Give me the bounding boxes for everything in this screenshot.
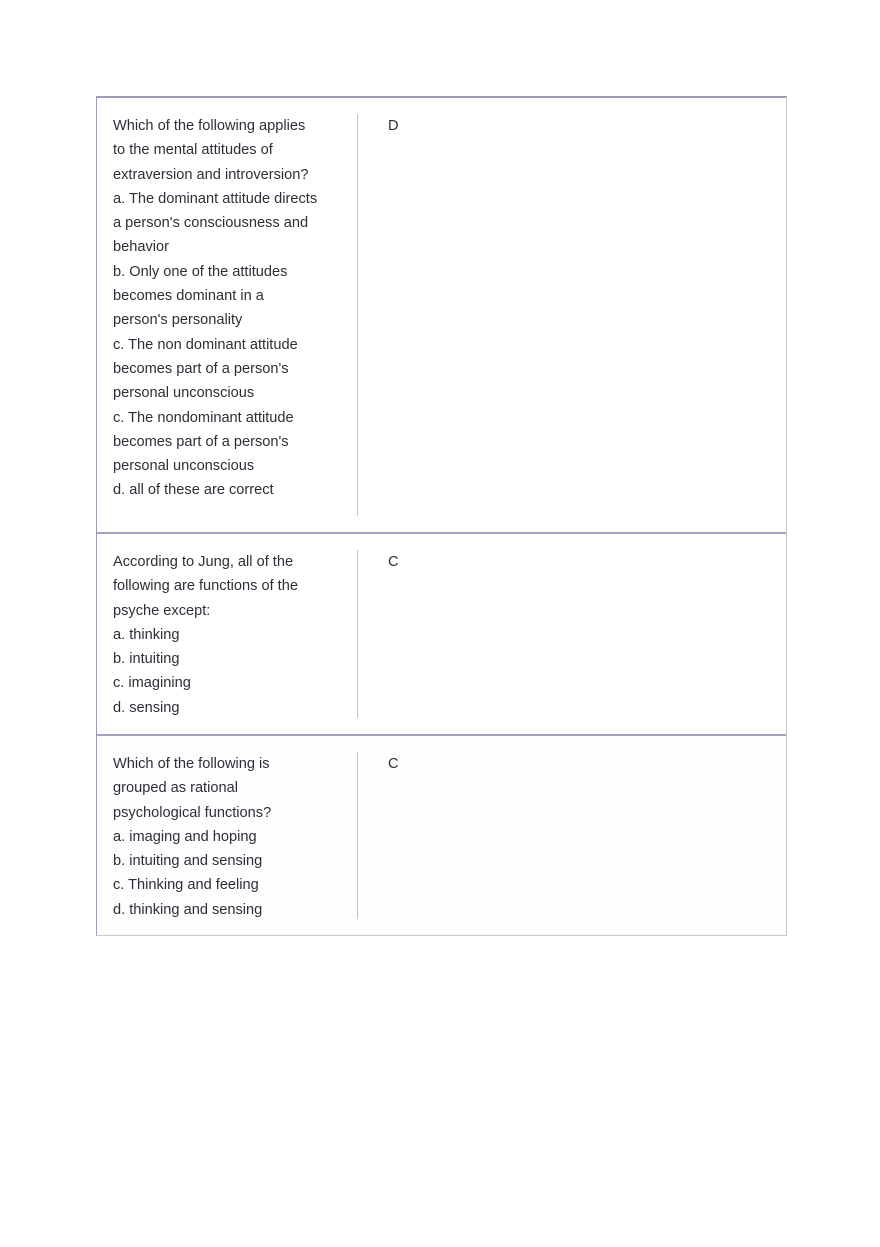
question-line: d. sensing bbox=[113, 699, 180, 716]
question-line: becomes part of a person's bbox=[113, 433, 289, 450]
card-question bbox=[113, 550, 358, 718]
question-line: person's personality bbox=[113, 312, 243, 329]
flashcard bbox=[97, 734, 786, 935]
card-answer: D bbox=[388, 118, 399, 134]
question-line: Which of the following applies bbox=[113, 118, 306, 134]
question-line: psyche except: bbox=[113, 602, 211, 619]
question-line: c. imagining bbox=[113, 675, 191, 692]
question-line: d. all of these are correct bbox=[113, 482, 274, 499]
flashcard bbox=[97, 98, 786, 532]
question-line: a. imaging and hoping bbox=[113, 828, 257, 845]
question-line: to the mental attitudes of bbox=[113, 142, 273, 159]
flashcard bbox=[97, 532, 786, 734]
question-line: following are functions of the bbox=[113, 578, 298, 595]
flashcard-list bbox=[96, 96, 787, 936]
question-line: b. intuiting bbox=[113, 651, 180, 668]
question-line: personal unconscious bbox=[113, 385, 255, 402]
question-line: a. The dominant attitude directs bbox=[113, 190, 318, 207]
question-line: becomes dominant in a bbox=[113, 288, 264, 305]
question-line: personal unconscious bbox=[113, 458, 255, 475]
question-line: b. Only one of the attitudes bbox=[113, 263, 288, 280]
question-line: behavior bbox=[113, 239, 169, 256]
question-line: a person's consciousness and bbox=[113, 215, 309, 232]
question-line: According to Jung, all of the bbox=[113, 554, 294, 570]
question-line: c. Thinking and feeling bbox=[113, 877, 259, 894]
card-answer: C bbox=[388, 554, 399, 570]
card-question bbox=[113, 752, 358, 919]
question-line: becomes part of a person's bbox=[113, 360, 289, 377]
question-line: psychological functions? bbox=[113, 804, 272, 821]
question-line: d. thinking and sensing bbox=[113, 901, 263, 918]
question-line: extraversion and introversion? bbox=[113, 166, 309, 183]
question-line: Which of the following is bbox=[113, 756, 270, 772]
card-question bbox=[113, 114, 358, 516]
question-line: grouped as rational bbox=[113, 780, 238, 797]
question-line: c. The nondominant attitude bbox=[113, 409, 294, 426]
question-line: a. thinking bbox=[113, 626, 180, 643]
question-line: b. intuiting and sensing bbox=[113, 853, 263, 870]
question-line: c. The non dominant attitude bbox=[113, 336, 298, 353]
card-answer: C bbox=[388, 756, 399, 772]
